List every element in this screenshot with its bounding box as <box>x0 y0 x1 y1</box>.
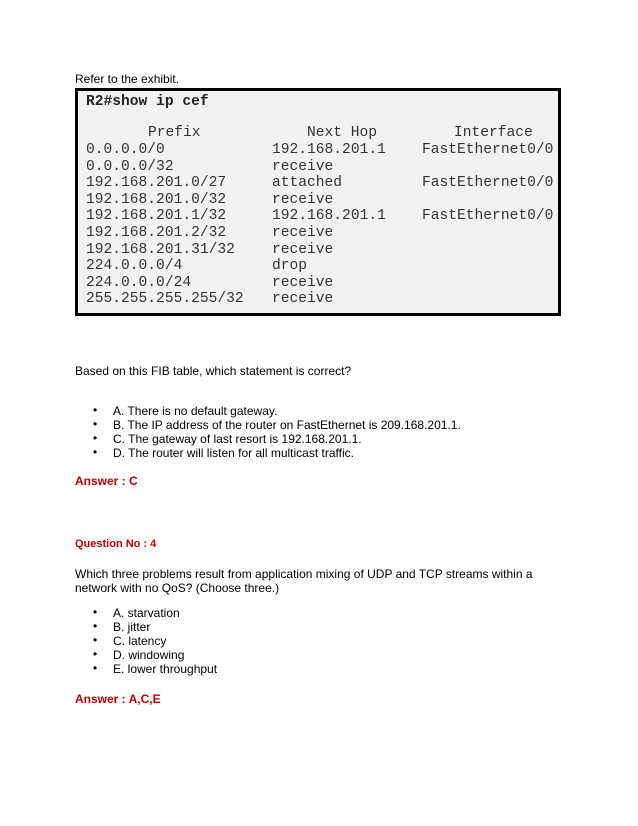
bullet-icon: • <box>93 445 98 459</box>
option-text: A. There is no default gateway. <box>113 404 278 418</box>
bullet-icon: • <box>93 661 98 675</box>
exhibit-cell-prefix: 0.0.0.0/32 <box>86 158 174 175</box>
option-item <box>93 418 573 432</box>
bullet-icon: • <box>93 431 98 445</box>
option-text: D. The router will listen for all multicast traffic. <box>113 446 354 460</box>
option-text: D. windowing <box>113 648 185 662</box>
exhibit-cell-next-hop: receive <box>272 274 334 291</box>
option-item <box>93 606 573 620</box>
exhibit-header-interface: Interface <box>454 125 533 141</box>
bullet-icon: • <box>93 619 98 633</box>
question-1-answer: Answer : C <box>75 474 138 488</box>
exhibit-cell-prefix: 0.0.0.0/0 <box>86 142 165 158</box>
option-text: A. starvation <box>113 606 180 620</box>
question-2-text-line-1: Which three problems result from application mixing of UDP and TCP streams within a <box>75 567 533 581</box>
exhibit-cell-next-hop: attached <box>272 175 343 192</box>
option-item <box>93 404 573 418</box>
option-item <box>93 648 573 662</box>
exhibit-header-next-hop: Next Hop <box>307 125 378 141</box>
bullet-icon: • <box>93 647 98 661</box>
exhibit-cell-interface: FastEthernet0/0 <box>422 175 554 192</box>
exhibit-intro: Refer to the exhibit. <box>75 72 180 86</box>
exhibit-cell-prefix: 255.255.255.255/32 <box>86 291 244 308</box>
option-item <box>93 446 573 460</box>
exhibit-cell-prefix: 224.0.0.0/24 <box>86 274 192 291</box>
option-text: E. lower throughput <box>113 662 218 676</box>
option-text: C. latency <box>113 634 167 648</box>
option-text: B. The IP address of the router on FastEthernet is 209.168.201.1. <box>113 418 461 432</box>
exhibit-cell-interface: FastEthernet0/0 <box>422 208 554 225</box>
exhibit-cell-prefix: 192.168.201.31/32 <box>86 241 235 258</box>
bullet-icon: • <box>93 605 98 619</box>
exhibit-screenshot <box>75 88 561 316</box>
exhibit-cell-next-hop: 192.168.201.1 <box>272 208 386 225</box>
option-text: B. jitter <box>113 620 151 634</box>
option-item <box>93 432 573 446</box>
question-2-text-line-2: network with no QoS? (Choose three.) <box>75 581 280 595</box>
bullet-icon: • <box>93 403 98 417</box>
exhibit-command: R2#show ip cef <box>86 94 209 110</box>
bullet-icon: • <box>93 633 98 647</box>
exhibit-cell-prefix: 224.0.0.0/4 <box>86 258 183 275</box>
bullet-icon: • <box>93 417 98 431</box>
exhibit-cell-next-hop: receive <box>272 291 334 308</box>
exhibit-cell-prefix: 192.168.201.0/32 <box>86 191 227 208</box>
exhibit-header-prefix: Prefix <box>148 125 201 141</box>
exhibit-cell-next-hop: receive <box>272 241 334 258</box>
exhibit-cell-next-hop: receive <box>272 158 334 175</box>
exhibit-cell-next-hop: receive <box>272 191 334 208</box>
question-2-answer: Answer : A,C,E <box>75 692 161 706</box>
exhibit-cell-prefix: 192.168.201.1/32 <box>86 208 227 225</box>
exhibit-cell-next-hop: drop <box>272 258 308 275</box>
exhibit-cell-prefix: 192.168.201.2/32 <box>86 225 227 241</box>
option-item <box>93 634 573 648</box>
option-item <box>93 662 573 676</box>
question-1-text: Based on this FIB table, which statement is correct? <box>75 364 352 378</box>
option-text: C. The gateway of last resort is 192.168.201.1. <box>113 432 362 446</box>
question-heading: Question No : 4 <box>75 538 157 550</box>
exhibit-cell-interface: FastEthernet0/0 <box>422 142 554 158</box>
exhibit-cell-next-hop: receive <box>272 225 334 241</box>
option-item <box>93 620 573 634</box>
exhibit-cell-next-hop: 192.168.201.1 <box>272 142 386 158</box>
exhibit-cell-prefix: 192.168.201.0/27 <box>86 175 227 192</box>
